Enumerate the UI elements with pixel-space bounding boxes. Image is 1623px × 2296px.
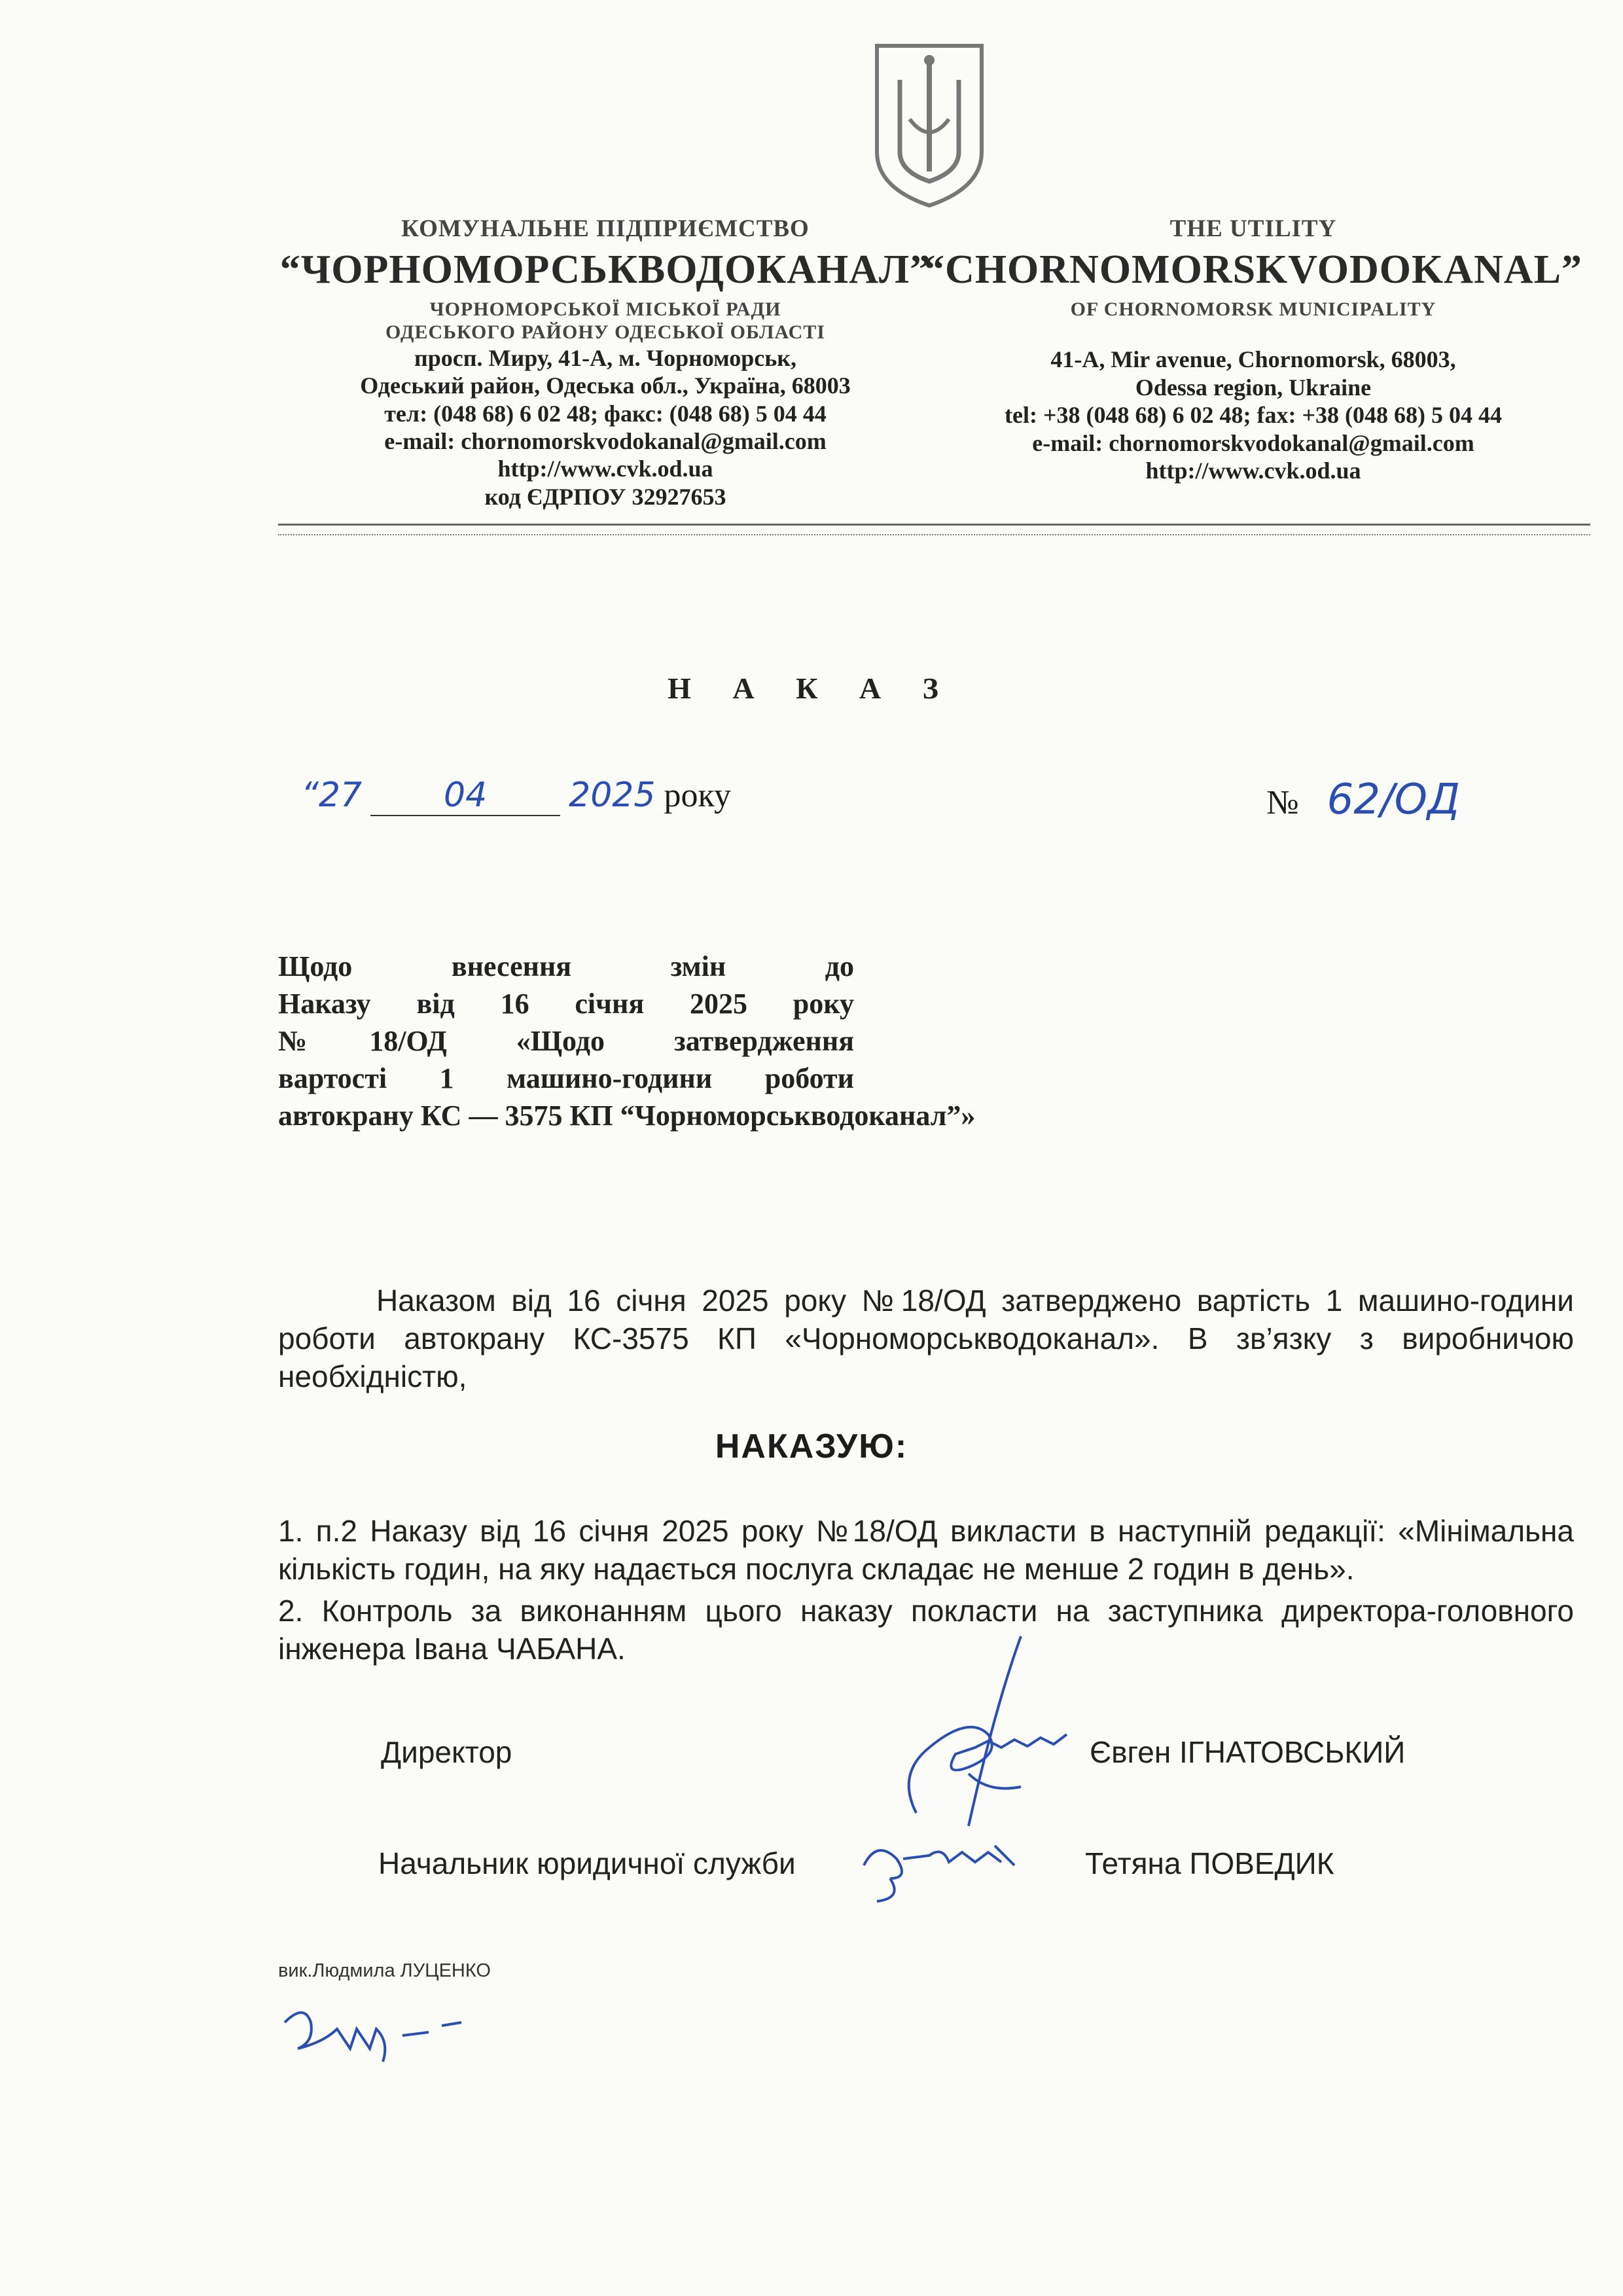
header-divider-dotted bbox=[278, 534, 1590, 535]
company-name: “CHORNOMORSKVODOKANAL” bbox=[924, 247, 1582, 292]
address-line: Odessa region, Ukraine bbox=[1135, 374, 1372, 401]
subject-line: №18/ОД «Щодо затвердження bbox=[278, 1025, 854, 1057]
legal-title: Начальник юридичної служби bbox=[378, 1846, 796, 1880]
subject-line: Щодо внесення змін до bbox=[278, 950, 854, 982]
date-month-underline bbox=[370, 776, 560, 816]
legal-signature bbox=[851, 1826, 1047, 1905]
address-line: Одеський район, Одеська обл., Україна, 68003 bbox=[360, 372, 851, 399]
company-region: ОДЕСЬКОГО РАЙОНУ ОДЕСЬКОЇ ОБЛАСТІ bbox=[385, 321, 825, 344]
executor-signature bbox=[278, 1996, 474, 2068]
date-day: 27 bbox=[318, 776, 363, 815]
phone-line: тел: (048 68) 6 02 48; факс: (048 68) 5 04 44 bbox=[384, 400, 827, 427]
letterhead-english bbox=[923, 215, 1584, 485]
date-open-quote: “ bbox=[301, 776, 319, 815]
company-name: “ЧОРНОМОРСЬКВОДОКАНАЛ” bbox=[279, 247, 931, 292]
header-divider bbox=[278, 524, 1590, 526]
document-title: Н А К А З bbox=[668, 672, 955, 705]
address-line: 41-A, Mir avenue, Chornomorsk, 68003, bbox=[1050, 346, 1456, 373]
company-type: THE UTILITY bbox=[1169, 215, 1337, 242]
director-name: Євген ІГНАТОВСЬКИЙ bbox=[1090, 1735, 1406, 1769]
web-line: http://www.cvk.od.ua bbox=[1145, 457, 1361, 484]
subject-line: автокрану КС — 3575 КП “Чорноморськводоканал”» bbox=[278, 1100, 976, 1132]
edrpou-code: код ЄДРПОУ 32927653 bbox=[484, 483, 726, 510]
email-line: e-mail: chornomorskvodokanal@gmail.com bbox=[384, 428, 827, 454]
order-subject bbox=[278, 948, 976, 1134]
address-line: просп. Миру, 41-А, м. Чорноморськ, bbox=[414, 344, 796, 371]
date-field bbox=[301, 776, 731, 816]
director-title: Директор bbox=[381, 1735, 512, 1769]
company-type: КОМУНАЛЬНЕ ПІДПРИЄМСТВО bbox=[401, 215, 810, 242]
order-item-2: 2. Контроль за виконанням цього наказу покласти на заступника директора-головного інженера Івана ЧАБАНА. bbox=[278, 1594, 1574, 1666]
letterhead-ukrainian bbox=[275, 215, 936, 511]
order-number: 62/ОД bbox=[1327, 776, 1460, 824]
director-signature bbox=[890, 1630, 1086, 1839]
preamble-paragraph: Наказом від 16 січня 2025 року №18/ОД затверджено вартість 1 машино-години роботи автокрану КС-3575 КП «Чорноморськводоканал». В зв’язку з виробничою необхідністю, bbox=[278, 1283, 1574, 1393]
order-item-1: 1. п.2 Наказу від 16 січня 2025 року №18/ОД викласти в наступній редакції: «Мінімальна кількість годин, на яку надається послуга складає не менше 2 годин в день». bbox=[278, 1514, 1574, 1586]
number-sign: № bbox=[1266, 784, 1299, 821]
date-year: 2025 bbox=[569, 776, 656, 815]
date-suffix: року bbox=[664, 777, 731, 814]
order-number-field bbox=[1266, 776, 1460, 824]
subject-line: Наказу від 16 січня 2025 року bbox=[278, 988, 854, 1020]
legal-name: Тетяна ПОВЕДИК bbox=[1085, 1846, 1334, 1880]
web-line: http://www.cvk.od.ua bbox=[497, 456, 713, 482]
subject-line: вартості 1 машино-години роботи bbox=[278, 1062, 854, 1094]
email-line: e-mail: chornomorskvodokanal@gmail.com bbox=[1032, 429, 1474, 456]
coat-of-arms-emblem bbox=[870, 41, 988, 209]
company-council: OF CHORNOMORSK MUNICIPALITY bbox=[1070, 298, 1436, 320]
phone-line: tel: +38 (048 68) 6 02 48; fax: +38 (048 68) 5 04 44 bbox=[1005, 402, 1502, 429]
executor-note: вик.Людмила ЛУЦЕНКО bbox=[278, 1960, 491, 1981]
order-heading: НАКАЗУЮ: bbox=[715, 1427, 908, 1465]
company-council: ЧОРНОМОРСЬКОЇ МІСЬКОЇ РАДИ bbox=[429, 298, 781, 320]
date-month: 04 bbox=[444, 776, 488, 815]
